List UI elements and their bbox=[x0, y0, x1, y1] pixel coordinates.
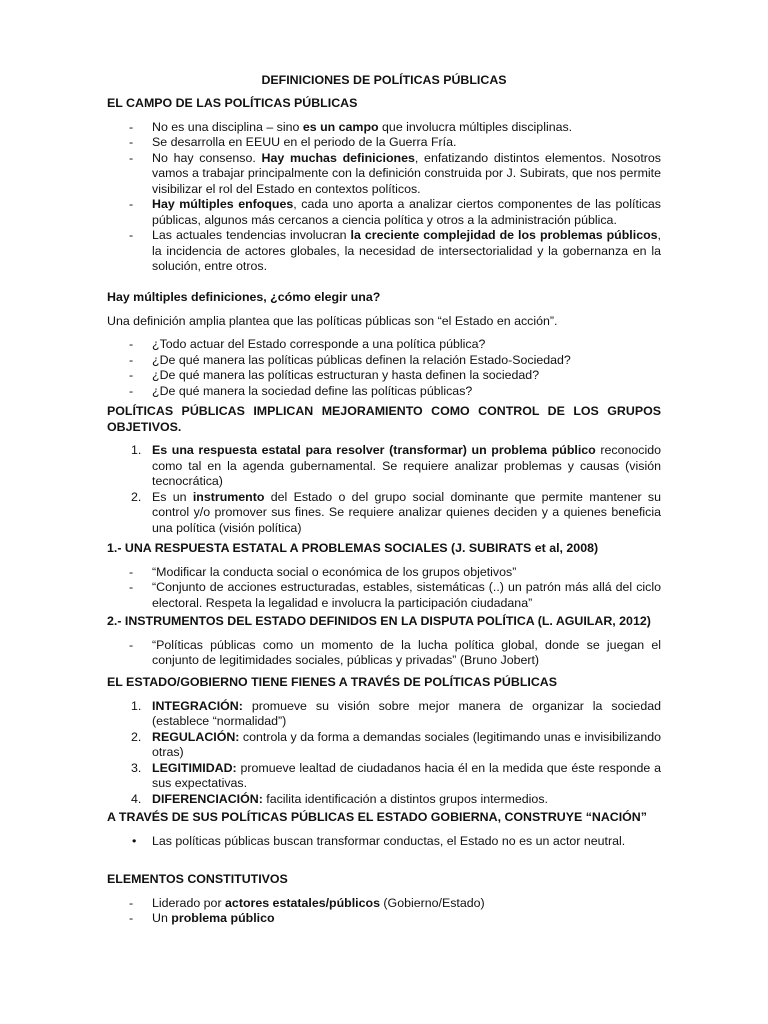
item-text: promueve lealtad de ciudadanos hacia él en la medida que éste responde a sus expectativas. bbox=[152, 760, 661, 790]
item-text: , enfatizando distintos elementos. Nosotros vamos a trabajar principalmente con la definición construida por J. Subirats, que nos permite visibilizar el rol del Estado en contextos políticos. bbox=[152, 150, 661, 196]
list-item bbox=[107, 761, 661, 792]
item-text: ¿Todo actuar del Estado corresponde a una política pública? bbox=[152, 337, 486, 351]
item-text: Las políticas públicas buscan transformar conductas, el Estado no es un actor neutral. bbox=[152, 833, 626, 848]
section-mejoramiento bbox=[107, 404, 661, 536]
list-item bbox=[107, 135, 661, 151]
item-text: “Políticas públicas como un momento de la lucha política global, donde se juegan el conjunto de legitimidades sociales, públicas y privadas” (Bruno Jobert) bbox=[152, 637, 661, 667]
number-marker: 2. bbox=[131, 729, 142, 744]
list-item bbox=[107, 896, 661, 912]
list-item bbox=[107, 368, 661, 384]
questions-list bbox=[107, 337, 661, 399]
aguilar-list bbox=[107, 638, 661, 669]
dash-marker: - bbox=[129, 150, 134, 165]
section-definiciones bbox=[107, 290, 661, 399]
item-bold: problema público bbox=[171, 911, 275, 925]
fines-list bbox=[107, 699, 661, 808]
number-marker: 3. bbox=[131, 760, 142, 775]
list-item bbox=[107, 565, 661, 581]
item-text: No hay consenso. bbox=[152, 150, 262, 165]
list-item bbox=[107, 792, 661, 808]
list-item bbox=[107, 384, 661, 400]
item-bold: REGULACIÓN: bbox=[152, 729, 240, 744]
section-subirats bbox=[107, 541, 661, 611]
item-bold: Es una respuesta estatal para resolver (transformar) un problema público bbox=[152, 443, 596, 457]
section-fines bbox=[107, 675, 661, 807]
list-item bbox=[107, 638, 661, 669]
dash-marker: - bbox=[129, 895, 134, 910]
dash-marker: - bbox=[129, 228, 134, 242]
section-heading: POLÍTICAS PÚBLICAS IMPLICAN MEJORAMIENTO COMO CONTROL DE LOS GRUPOS OBJETIVOS. bbox=[107, 404, 661, 434]
list-item bbox=[107, 834, 661, 850]
item-text: que involucra múltiples disciplinas. bbox=[378, 119, 573, 134]
number-marker: 1. bbox=[131, 443, 142, 457]
section-heading: 1.- UNA RESPUESTA ESTATAL A PROBLEMAS SOCIALES (J. SUBIRATS et al, 2008) bbox=[107, 541, 599, 555]
item-text: del Estado o del grupo social dominante que permite mantener su control y/o promover sus fines. Se requiere analizar quienes deciden y a quienes beneficia una política (visión política) bbox=[152, 489, 661, 535]
item-text: Liderado por bbox=[152, 895, 226, 910]
list-item bbox=[107, 353, 661, 369]
dash-marker: - bbox=[129, 352, 134, 367]
list-item bbox=[107, 730, 661, 761]
item-text: Es un bbox=[152, 489, 193, 504]
item-bold: instrumento bbox=[192, 489, 265, 504]
item-text: , la incidencia de actores globales, la necesidad de intersectorialidad y la gobernanza en la solución, entre otros. bbox=[152, 228, 661, 273]
list-item bbox=[107, 699, 661, 730]
item-bold: INTEGRACIÓN: bbox=[152, 698, 243, 713]
item-bold: la creciente complejidad de los problemas públicos bbox=[350, 228, 658, 242]
item-text: No es una disciplina – sino bbox=[152, 119, 303, 134]
campo-list bbox=[107, 120, 661, 275]
item-text: controla y da forma a demandas sociales (legitimando unas e invisibilizando otras) bbox=[152, 729, 661, 759]
list-item bbox=[107, 120, 661, 136]
intro-paragraph: Una definición amplia plantea que las políticas públicas son “el Estado en acción”. bbox=[107, 313, 558, 328]
list-item bbox=[107, 151, 661, 198]
list-item bbox=[107, 443, 661, 490]
item-bold: LEGITIMIDAD: bbox=[152, 760, 237, 775]
dash-marker: - bbox=[129, 119, 134, 134]
item-text: Las actuales tendencias involucran bbox=[152, 228, 351, 242]
item-text: ¿De qué manera las políticas estructuran y hasta definen la sociedad? bbox=[152, 368, 540, 382]
dash-marker: - bbox=[129, 337, 134, 351]
list-item bbox=[107, 337, 661, 353]
number-marker: 2. bbox=[131, 489, 142, 504]
section-heading: EL CAMPO DE LAS POLÍTICAS PÚBLICAS bbox=[107, 96, 358, 110]
dash-marker: - bbox=[129, 911, 134, 925]
item-text: reconocido como tal en la agenda gubernamental. Se requiere analizar problemas y causas (visión tecnocrática) bbox=[152, 443, 661, 488]
section-heading: A TRAVÉS DE SUS POLÍTICAS PÚBLICAS EL ESTADO GOBIERNA, CONSTRUYE “NACIÓN” bbox=[107, 810, 647, 824]
bullet-marker: • bbox=[132, 833, 137, 848]
item-text: promueve su visión sobre mejor manera de organizar la sociedad (establece “normalidad”) bbox=[152, 698, 661, 728]
item-text: ¿De qué manera las políticas públicas definen la relación Estado-Sociedad? bbox=[152, 352, 571, 367]
number-marker: 4. bbox=[131, 791, 142, 806]
dash-marker: - bbox=[129, 135, 134, 149]
mejoramiento-list bbox=[107, 443, 661, 536]
section-heading: 2.- INSTRUMENTOS DEL ESTADO DEFINIDOS EN LA DISPUTA POLÍTICA (L. AGUILAR, 2012) bbox=[107, 614, 651, 628]
section-elementos bbox=[107, 872, 661, 927]
list-item bbox=[107, 228, 661, 275]
dash-marker: - bbox=[129, 564, 134, 579]
section-aguilar bbox=[107, 614, 661, 669]
item-bold: actores estatales/públicos bbox=[225, 895, 380, 910]
subirats-list bbox=[107, 565, 661, 612]
item-text: Se desarrolla en EEUU en el periodo de la Guerra Fría. bbox=[152, 135, 457, 149]
number-marker: 1. bbox=[131, 698, 142, 713]
item-bold: Hay múltiples enfoques bbox=[152, 197, 294, 211]
item-bold: DIFERENCIACIÓN: bbox=[152, 791, 263, 806]
item-text: ¿De qué manera la sociedad define las políticas públicas? bbox=[152, 383, 473, 398]
item-text: “Conjunto de acciones estructuradas, estables, sistemáticas (..) un patrón más allá del ciclo electoral. Respeta la legalidad e involucra la participación ciudadana” bbox=[152, 580, 661, 610]
elementos-list bbox=[107, 896, 661, 927]
page-title: DEFINICIONES DE POLÍTICAS PÚBLICAS bbox=[261, 73, 507, 87]
dash-marker: - bbox=[129, 368, 134, 382]
nacion-list bbox=[107, 834, 661, 850]
item-bold: Hay muchas definiciones bbox=[261, 150, 415, 165]
section-nacion bbox=[107, 810, 661, 849]
section-campo bbox=[107, 96, 661, 275]
dash-marker: - bbox=[129, 580, 134, 594]
item-text: (Gobierno/Estado) bbox=[379, 895, 485, 910]
section-heading: ELEMENTOS CONSTITUTIVOS bbox=[107, 872, 288, 886]
dash-marker: - bbox=[129, 383, 134, 398]
list-item bbox=[107, 580, 661, 611]
list-item bbox=[107, 490, 661, 537]
dash-marker: - bbox=[129, 637, 134, 652]
list-item bbox=[107, 911, 661, 927]
item-text: facilita identificación a distintos grupos intermedios. bbox=[262, 791, 548, 806]
item-text: , cada uno aporta a analizar ciertos componentes de las políticas públicas, algunos más cercanos a ciencia política y otros a la administración pública. bbox=[152, 197, 661, 227]
section-heading: EL ESTADO/GOBIERNO TIENE FIENES A TRAVÉS DE POLÍTICAS PÚBLICAS bbox=[107, 675, 558, 689]
item-text: “Modificar la conducta social o económica de los grupos objetivos” bbox=[152, 564, 517, 579]
section-heading: Hay múltiples definiciones, ¿cómo elegir una? bbox=[107, 290, 381, 304]
item-text: Un bbox=[152, 911, 172, 925]
dash-marker: - bbox=[129, 197, 134, 211]
item-bold: es un campo bbox=[302, 119, 379, 134]
list-item bbox=[107, 197, 661, 228]
